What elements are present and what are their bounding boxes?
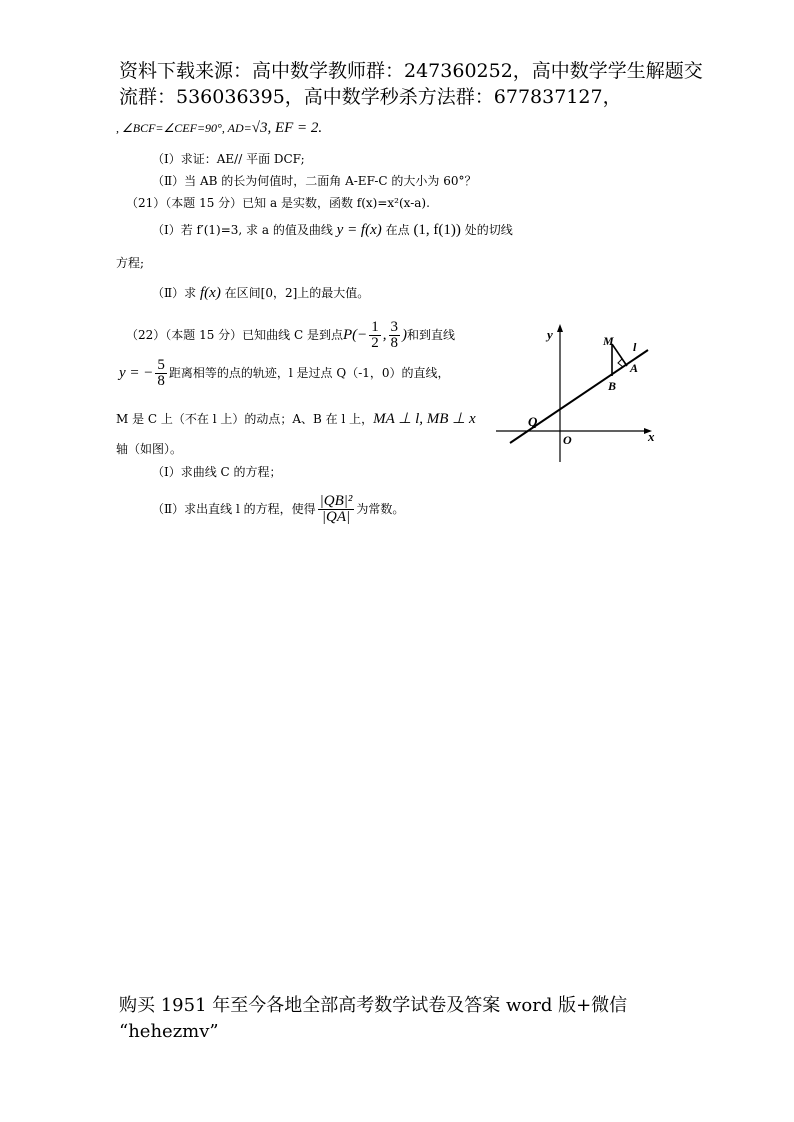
segment-MA xyxy=(612,344,627,366)
q22-line-2: y = − $\frac{5}{8}$ 距离相等的点的轨迹，l 是过点 Q（-1，0）的直线， xyxy=(119,357,450,389)
q22-stem: （22）（本题 15 分）已知曲线 C 是到点P(− $\frac{1}{2}$ , $\frac{3}{8}$ )和到直线 xyxy=(126,319,456,351)
geometry-figure xyxy=(490,320,670,470)
footer-line-1: 购买 1951 年至今各地全部高考数学试卷及答案 word 版+微信 xyxy=(119,995,628,1016)
q22-line-4: 轴（如图）。 xyxy=(116,442,183,456)
q21-part-2: （Ⅱ）求 f(x) 在区间[0，2]上的最大值。 xyxy=(152,285,370,301)
line-l xyxy=(510,350,648,443)
label-B: B xyxy=(608,379,617,393)
q21-stem: （21）（本题 15 分）已知 a 是实数，函数 f(x)=x²(x-a). xyxy=(126,196,430,210)
q21-part-1: （Ⅰ）若 f′(1)=3, 求 a 的值及曲线 y = f(x) 在点 (1, f(1)) 处的切线 xyxy=(152,222,513,238)
label-M: M xyxy=(603,334,614,348)
label-Q: Q xyxy=(528,414,538,429)
q21-part-1-cont: 方程; xyxy=(116,256,145,270)
q20-part-1: （Ⅰ）求证：AE// 平面 DCF; xyxy=(152,152,305,166)
label-y: y xyxy=(547,327,553,342)
label-O: O xyxy=(563,433,572,447)
q22-line-3: M 是 C 上（不在 l 上）的动点；A、B 在 l 上，MA ⊥ l, MB ⊥ x xyxy=(116,411,476,427)
label-A: A xyxy=(630,361,639,375)
q20-part-2: （Ⅱ）当 AB 的长为何值时，二面角 A-EF-C 的大小为 60°？ xyxy=(152,174,477,188)
q22-part-1: （Ⅰ）求曲线 C 的方程； xyxy=(152,465,282,479)
label-x: x xyxy=(648,429,655,444)
footer-line-2: “hehezmv” xyxy=(119,1021,219,1042)
q20-condition: , ∠BCF=∠CEF=90°, AD=√3, EF = 2. xyxy=(116,120,323,136)
header-line-1: 资料下载来源：高中数学教师群：247360252，高中数学学生解题交 xyxy=(119,60,703,82)
header-line-2: 流群：536036395，高中数学秒杀方法群：677837127， xyxy=(119,86,622,108)
label-l: l xyxy=(633,340,637,354)
q22-part-2: （Ⅱ）求出直线 l 的方程，使得 $\frac{\text{|QB|²}}{|QA|}$ 为常数。 xyxy=(152,493,405,525)
y-axis-arrow xyxy=(557,324,563,332)
